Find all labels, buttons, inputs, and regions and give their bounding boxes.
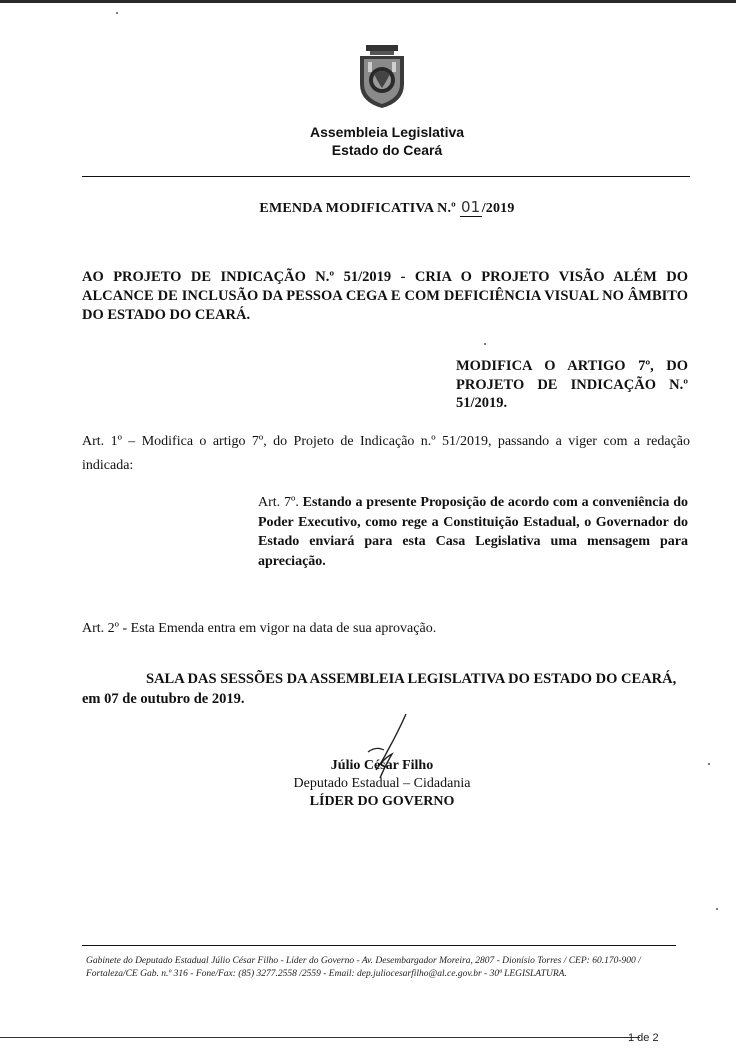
scan-speck bbox=[708, 763, 710, 765]
article-1: Art. 1º – Modifica o artigo 7º, do Projeto de Indicação n.º 51/2019, passando a viger com a redação indicada: bbox=[82, 434, 690, 473]
quoted-article-7 bbox=[258, 493, 688, 571]
quoted-article-lead: Art. 7º. bbox=[258, 495, 299, 510]
footer-divider bbox=[82, 945, 676, 946]
scan-speck bbox=[716, 908, 718, 910]
amendment-title bbox=[0, 198, 736, 217]
amendment-title-suffix: /2019 bbox=[481, 201, 515, 216]
scan-speck bbox=[484, 343, 486, 345]
amendment-number: 01 bbox=[460, 198, 481, 216]
quoted-article-body: Estando a presente Proposição de acordo com a conveniência do Poder Executivo, como rege a Constituição Estadual, o Governador do Estado enviará para esta Casa Legislativa uma mensagem para apreciação. bbox=[258, 495, 688, 569]
state-coat-of-arms-icon bbox=[356, 44, 408, 110]
scan-top-edge bbox=[0, 0, 736, 3]
page-bottom-divider bbox=[0, 1037, 640, 1038]
amendment-summary: MODIFICA O ARTIGO 7º, DO PROJETO DE INDICAÇÃO N.º 51/2019. bbox=[456, 358, 688, 411]
footer-line2: Fortaleza/CE Gab. n.º 316 - Fone/Fax: (85) 3277.2558 /2559 - Email: dep.juliocesarfilho@al.ce.gov.br - 30ª LEGISLATURA. bbox=[86, 969, 567, 979]
signatory-name: Júlio César Filho bbox=[330, 758, 434, 773]
signatory-role: Deputado Estadual – Cidadania bbox=[293, 776, 471, 791]
org-name-line1: Assembleia Legislativa bbox=[309, 124, 465, 140]
scan-speck bbox=[116, 12, 118, 14]
signatory-title: LÍDER DO GOVERNO bbox=[309, 794, 455, 809]
footer-line1: Gabinete do Deputado Estadual Júlio César Filho - Líder do Governo - Av. Desembargador Moreira, 2807 - Dionísio Torres / CEP: 60.170-900 / bbox=[86, 956, 641, 966]
header-divider bbox=[82, 176, 690, 177]
org-name-line2: Estado do Ceará bbox=[331, 142, 443, 158]
amendment-title-prefix: EMENDA MODIFICATIVA N.º bbox=[259, 201, 460, 216]
article-2: Art. 2º - Esta Emenda entra em vigor na data de sua aprovação. bbox=[82, 621, 437, 636]
signature-block bbox=[200, 757, 564, 811]
project-title: AO PROJETO DE INDICAÇÃO N.º 51/2019 - CRIA O PROJETO VISÃO ALÉM DO ALCANCE DE INCLUSÃO DA PESSOA CEGA E COM DEFICIÊNCIA VISUAL NO ÂMBITO DO ESTADO DO CEARÁ. bbox=[82, 269, 688, 323]
footer-address bbox=[86, 955, 686, 981]
page-number: 1 de 2 bbox=[628, 1032, 659, 1044]
session-statement: SALA DAS SESSÕES DA ASSEMBLEIA LEGISLATIVA DO ESTADO DO CEARÁ, em 07 de outubro de 2019. bbox=[82, 671, 677, 707]
